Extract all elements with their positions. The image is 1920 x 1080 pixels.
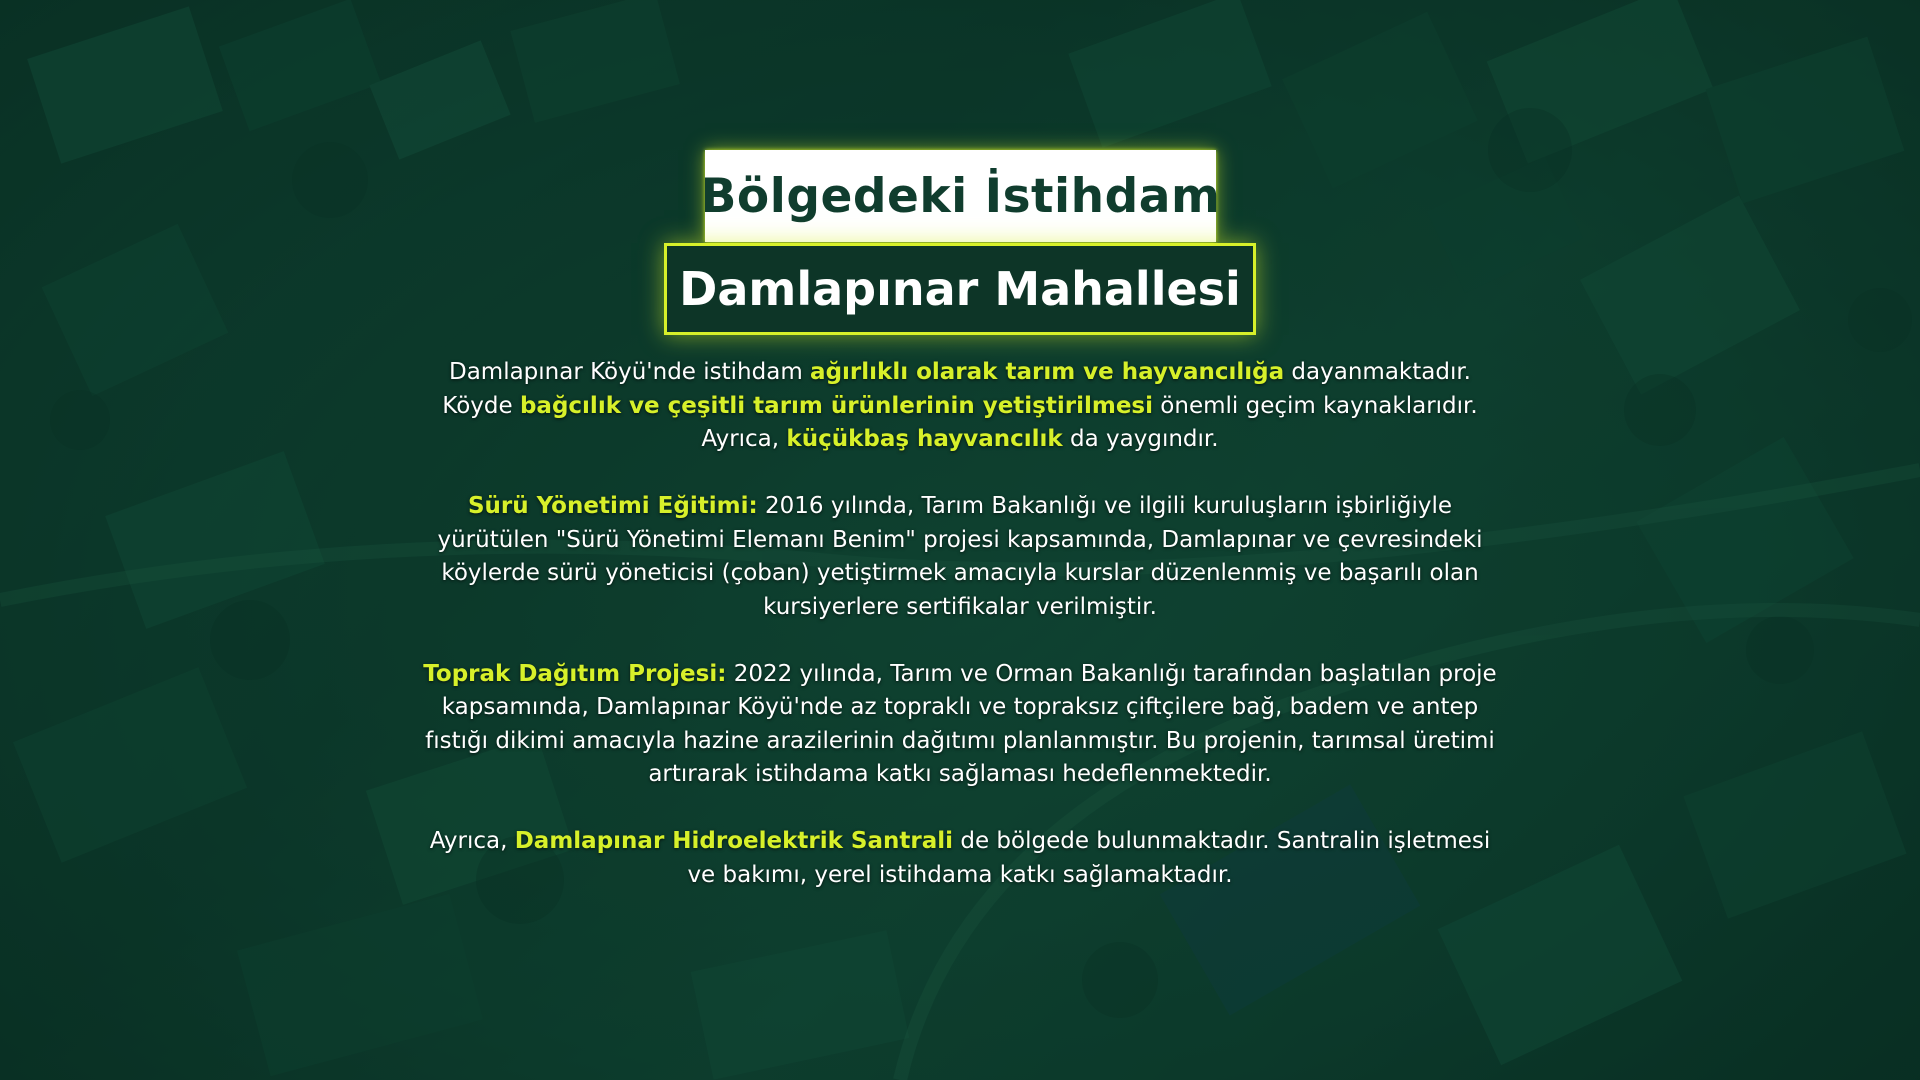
intro-text-3: önemli geçim kaynaklarıdır. Ayrıca,	[701, 392, 1478, 452]
intro-highlight-1: ağırlıklı olarak tarım ve hayvancılığa	[810, 359, 1285, 385]
page-subtitle: Damlapınar Mahallesi	[679, 262, 1241, 316]
section-land-distribution	[420, 658, 1500, 792]
closing-highlight: Damlapınar Hidroelektrik Santrali	[514, 828, 954, 854]
closing-text-1: Ayrıca,	[429, 828, 515, 854]
body-text	[420, 356, 1500, 892]
intro-highlight-2: bağcılık ve çeşitli tarım ürünlerinin yetiştirilmesi	[519, 392, 1153, 419]
intro-text-4: da yaygındır.	[1062, 426, 1219, 452]
section-heading: Toprak Dağıtım Projesi:	[423, 660, 727, 687]
page-title: Bölgedeki İstihdam	[700, 168, 1221, 224]
section-herd-training	[420, 490, 1500, 624]
intro-text-1: Damlapınar Köyü'nde istihdam	[448, 359, 811, 385]
section-text: 2016 yılında, Tarım Bakanlığı ve ilgili kuruluşların işbirliğiyle yürütülen "Sürü Yönetimi Elemanı Benim" projesi kapsamında, Damlapınar ve çevresindeki köylerde sürü yöneticisi (çoban) yetiştirmek amacıyla kurslar düzenlenmiş ve başarılı olan kursiyerlere sertifikalar verilmiştir.	[437, 493, 1483, 620]
section-heading: Sürü Yönetimi Eğitimi:	[467, 493, 758, 519]
intro-highlight-3: küçükbaş hayvancılık	[786, 426, 1063, 452]
title-box	[700, 150, 1221, 242]
closing-paragraph	[420, 825, 1500, 892]
section-text: 2022 yılında, Tarım ve Orman Bakanlığı tarafından başlatılan proje kapsamında, Damlapınar Köyü'nde az topraklı ve topraksız çiftçilere bağ, badem ve antep fıstığı dikimi amacıyla hazine arazilerinin dağıtımı planlanmıştır. Bu projenin, tarımsal üretimi artırarak istihdama katkı sağlaması hedeflenmektedir.	[425, 660, 1497, 787]
subtitle-box	[664, 243, 1256, 335]
closing-text-2: de bölgede bulunmaktadır. Santralin işletmesi ve bakımı, yerel istihdama katkı sağlamaktadır.	[687, 828, 1491, 888]
intro-text-2: dayanmaktadır. Köyde	[442, 359, 1471, 419]
intro-paragraph	[420, 356, 1500, 457]
